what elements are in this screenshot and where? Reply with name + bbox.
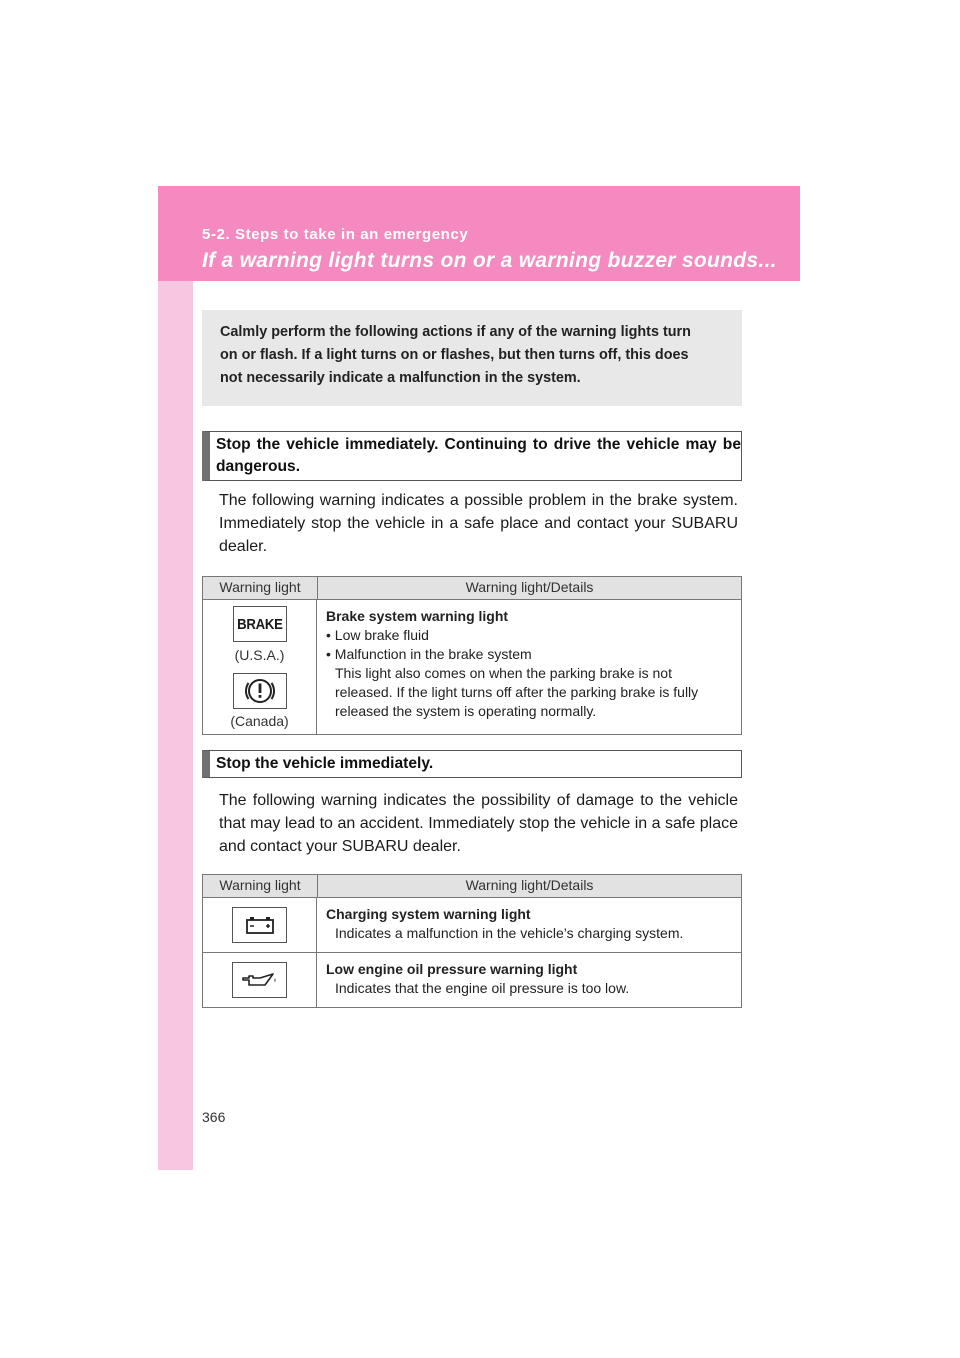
column-header-light: Warning light xyxy=(203,875,318,897)
intro-box xyxy=(202,310,742,406)
side-margin-strip xyxy=(158,186,193,1170)
brake-note: This light also comes on when the parking brake is not xyxy=(335,665,672,681)
table-header xyxy=(203,875,741,898)
intro-line: on or flash. If a light turns on or flashes, but then turns off, this does xyxy=(220,347,689,363)
battery-icon xyxy=(232,907,287,943)
table-row xyxy=(203,600,741,734)
page-number: 366 xyxy=(202,1109,226,1125)
column-header-details: Warning light/Details xyxy=(465,579,594,595)
table-row xyxy=(203,952,741,1007)
oil-light-title: Low engine oil pressure warning light xyxy=(326,961,578,977)
charging-light-desc: Indicates a malfunction in the vehicle’s charging system. xyxy=(335,925,684,941)
caption-usa: (U.S.A.) xyxy=(234,647,285,663)
table-row xyxy=(203,898,741,952)
brake-text-icon xyxy=(233,606,287,642)
column-header-details: Warning light/Details xyxy=(465,877,594,893)
brake-light-title: Brake system warning light xyxy=(326,608,509,624)
section-label: 5-2. Steps to take in an emergency xyxy=(202,226,469,243)
brake-icon-label: BRAKE xyxy=(236,615,283,633)
damage-warning-table xyxy=(202,874,742,1008)
intro-line: Calmly perform the following actions if any of the warning lights turn xyxy=(220,324,691,340)
brake-warning-description: The following warning indicates a possible problem in the brake system. Immediately stop the vehicle in a safe place and contact your SUBARU dealer. xyxy=(219,492,738,555)
intro-line: not necessarily indicate a malfunction in the system. xyxy=(220,370,581,386)
charging-light-title: Charging system warning light xyxy=(326,906,531,922)
oil-can-icon xyxy=(232,962,287,998)
exclamation-circle-icon xyxy=(233,673,287,709)
list-item: • Low brake fluid xyxy=(326,627,429,643)
table-header xyxy=(203,577,741,600)
oil-light-desc: Indicates that the engine oil pressure is too low. xyxy=(335,980,630,996)
section-heading-stop: Stop the vehicle immediately. xyxy=(202,750,742,778)
page-title: If a warning light turns on or a warning buzzer sounds... xyxy=(202,249,777,272)
section-heading-danger: Stop the vehicle immediately. Continuing to drive the vehicle may be dangerous. xyxy=(202,431,742,481)
list-item: • Malfunction in the brake system xyxy=(326,646,532,662)
column-header-light: Warning light xyxy=(203,577,318,599)
damage-warning-description: The following warning indicates the possibility of damage to the vehicle that may lead to an accident. Immediately stop the vehicle in a safe place and contact your SUBARU dealer. xyxy=(219,792,738,855)
caption-canada: (Canada) xyxy=(230,713,289,729)
brake-note: released the system is operating normally. xyxy=(335,703,597,719)
brake-warning-table xyxy=(202,576,742,735)
brake-note: released. If the light turns off after the parking brake is fully xyxy=(335,684,699,700)
